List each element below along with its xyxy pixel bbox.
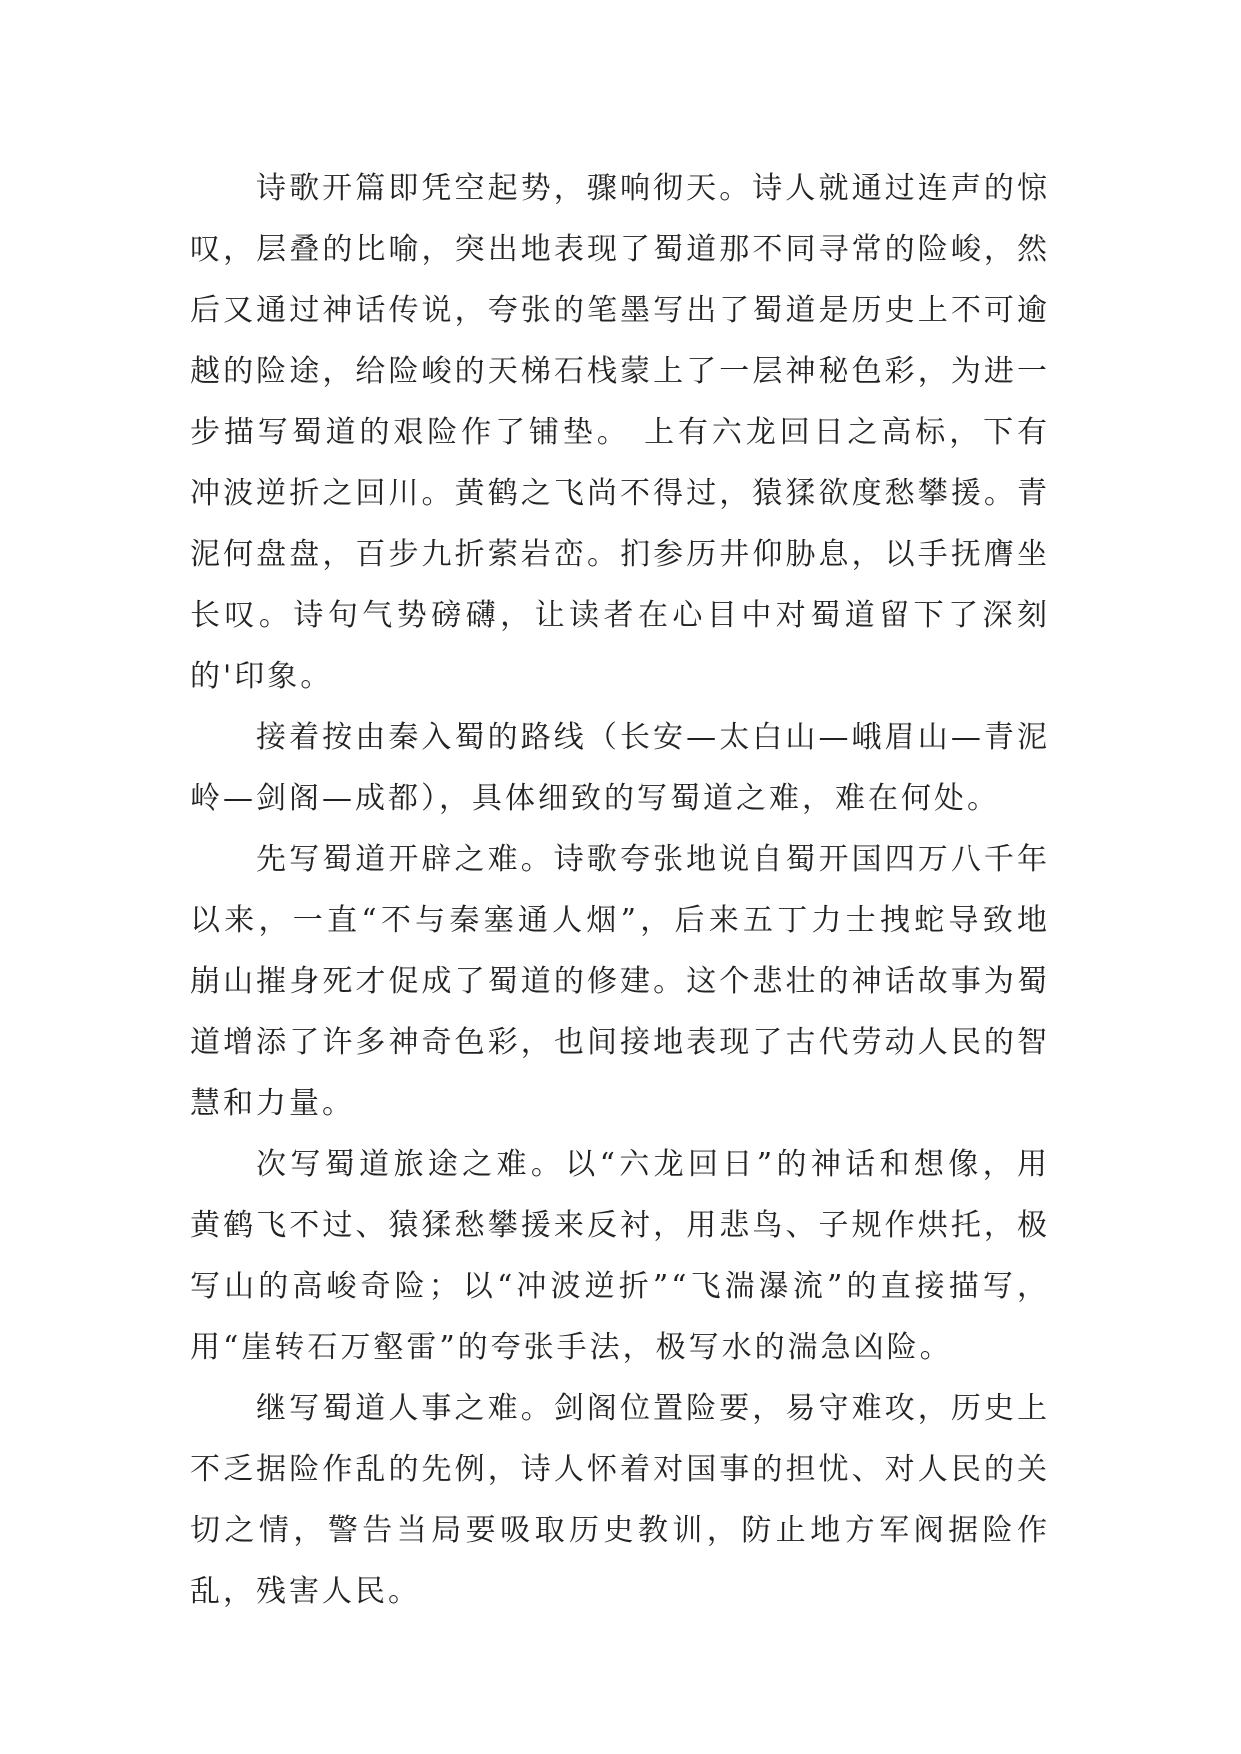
paragraph-3: 先写蜀道开辟之难。诗歌夸张地说自蜀开国四万八千年以来，一直“不与秦塞通人烟”，后来五丁力士拽蛇导致地崩山摧身死才促成了蜀道的修建。这个悲壮的神话故事为蜀道增添了许多神奇色彩，也间接地表现了古代劳动人民的智慧和力量。 bbox=[190, 842, 1050, 1121]
paragraph-5: 继写蜀道人事之难。剑阁位置险要，易守难攻，历史上不乏据险作乱的先例，诗人怀着对国事的担忧、对人民的关切之情，警告当局要吸取历史教训，防止地方军阀据险作乱，残害人民。 bbox=[190, 1391, 1050, 1609]
paragraph-1: 诗歌开篇即凭空起势，骤响彻天。诗人就通过连声的惊叹，层叠的比喻，突出地表现了蜀道那不同寻常的险峻，然后又通过神话传说，夸张的笔墨写出了蜀道是历史上不可逾越的险途，给险峻的天梯石栈蒙上了一层神秘色彩，为进一步描写蜀道的艰险作了铺垫。 上有六龙回日之高标，下有冲波逆折之回川。黄鹤之飞尚不得过，猿猱欲度愁攀援。青泥何盘盘，百步九折萦岩峦。扪参历井仰胁息，以手抚膺坐长叹。诗句气势磅礴，让读者在心目中对蜀道留下了深刻的'印象。 bbox=[190, 171, 1050, 694]
paragraph-4: 次写蜀道旅途之难。以“六龙回日”的神话和想像，用黄鹤飞不过、猿猱愁攀援来反衬，用悲鸟、子规作烘托，极写山的高峻奇险；以“冲波逆折”“飞湍瀑流”的直接描写，用“崖转石万壑雷”的夸张手法，极写水的湍急凶险。 bbox=[190, 1147, 1050, 1365]
paragraph-2: 接着按由秦入蜀的路线（长安—太白山—峨眉山—青泥岭—剑阁—成都），具体细致的写蜀道之难，难在何处。 bbox=[190, 720, 1050, 816]
document-body bbox=[190, 158, 1050, 1622]
